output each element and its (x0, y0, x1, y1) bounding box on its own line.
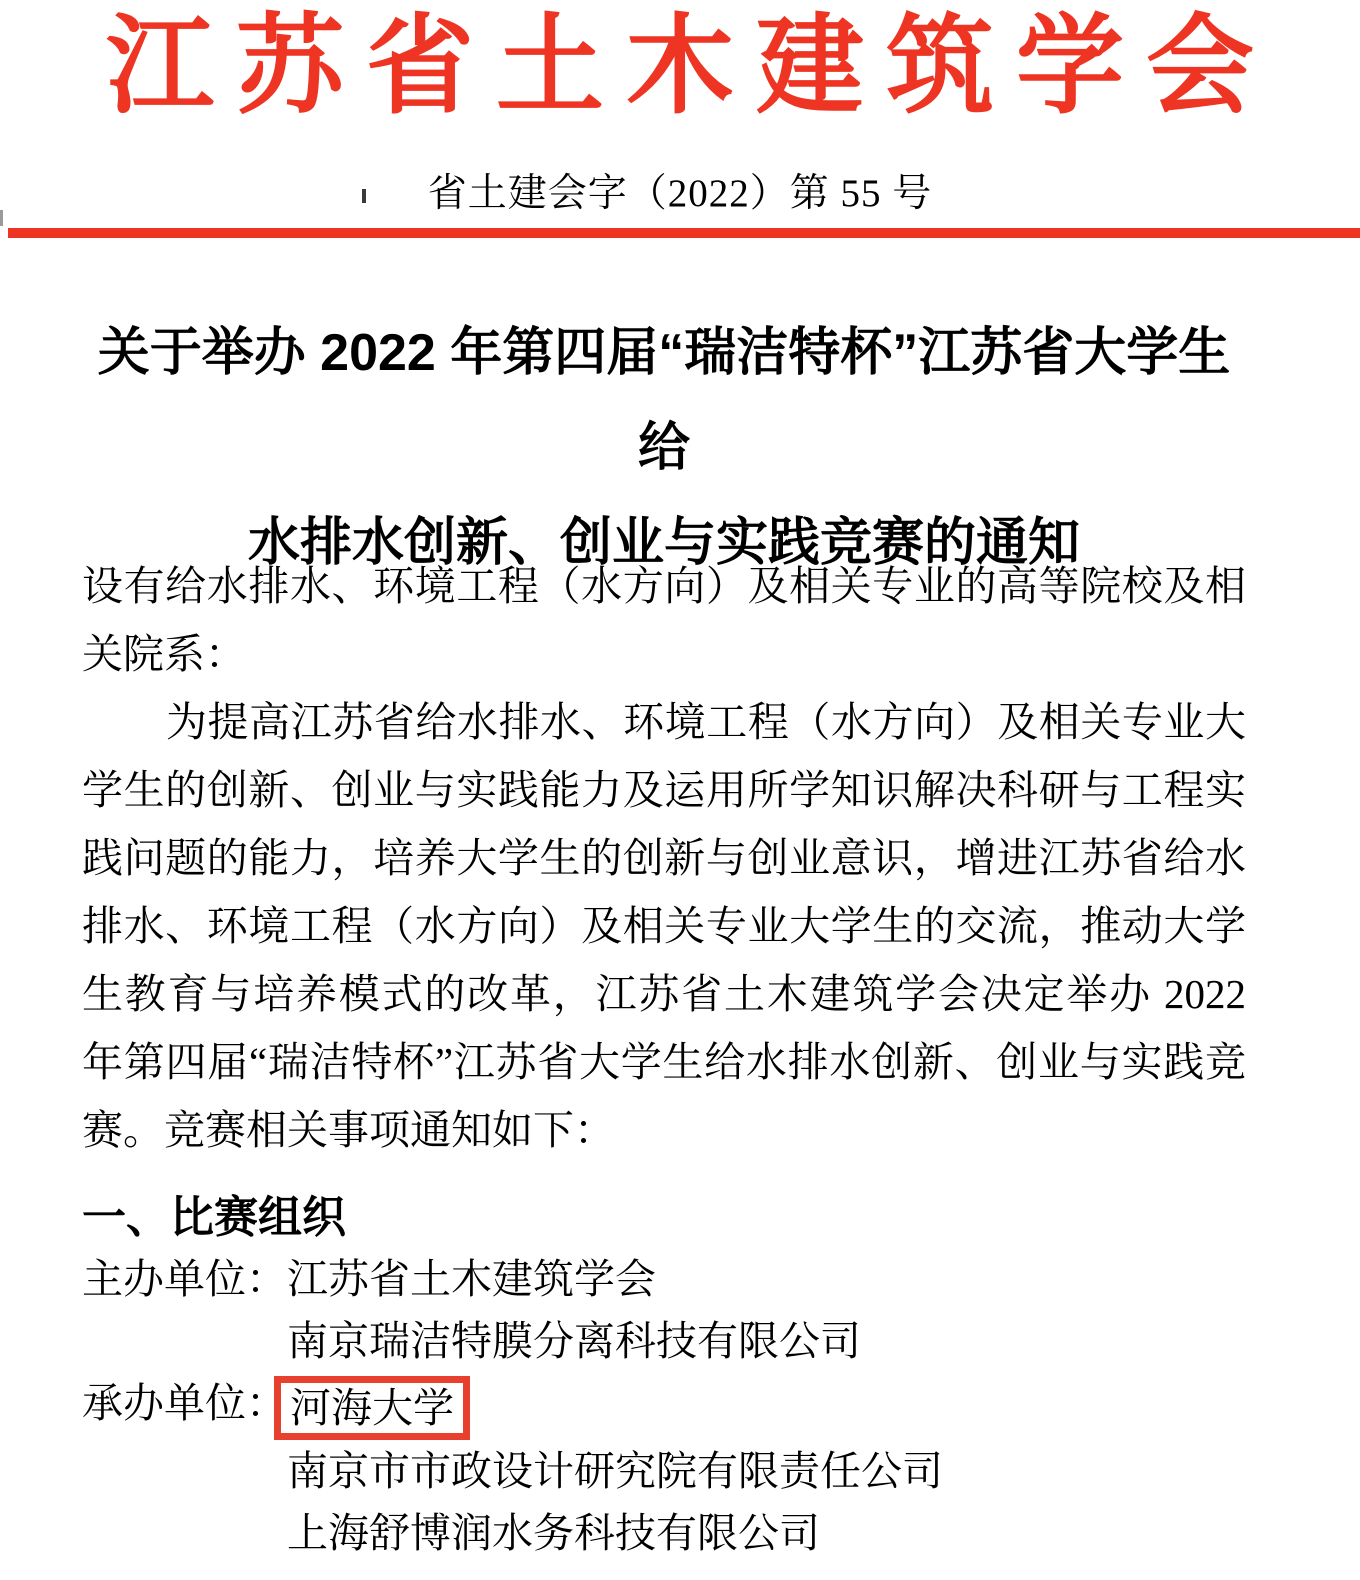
letterhead-org-name: 江苏省土木建筑学会 (105, 8, 1276, 127)
organizer-highlight-box (274, 1376, 470, 1440)
organizer-unit-3-row (82, 1502, 1246, 1564)
scan-artifact-speck (362, 189, 366, 203)
organizer-unit-2: 南京市市政设计研究院有限责任公司 (287, 1447, 943, 1494)
host-unit-1: 江苏省土木建筑学会 (287, 1256, 656, 1302)
host-unit-label: 主办单位： (82, 1256, 287, 1302)
body-line: 赛。竞赛相关事项通知如下： (82, 1107, 615, 1153)
body-line: 践问题的能力，培养大学生的创新与创业意识，增进江苏省给水 (82, 835, 1246, 881)
organizer-unit-row (82, 1372, 1246, 1440)
body-line: 学生的创新、创业与实践能力及运用所学知识解决科研与工程实 (82, 767, 1246, 813)
body-line: 生教育与培养模式的改革，江苏省土木建筑学会决定举办 2022 (82, 971, 1246, 1017)
host-unit-2: 南京瑞洁特膜分离科技有限公司 (287, 1318, 861, 1364)
section-heading-competition-organization: 一、比赛组织 (82, 1193, 346, 1242)
organizer-unit-1: 河海大学 (290, 1384, 454, 1431)
letterhead-divider-rule (8, 228, 1360, 238)
body-line: 关院系： (82, 631, 246, 677)
body-line: 年第四届“瑞洁特杯”江苏省大学生给水排水创新、创业与实践竞 (82, 1039, 1246, 1085)
host-unit-row (82, 1248, 1246, 1310)
body-line: 为提高江苏省给水排水、环境工程（水方向）及相关专业大 (166, 699, 1246, 745)
body-lines (82, 552, 1246, 1164)
scan-artifact-left-edge (0, 210, 3, 226)
body-line: 排水、环境工程（水方向）及相关专业大学生的交流，推动大学 (82, 903, 1246, 949)
organizer-unit-3: 上海舒博润水务科技有限公司 (287, 1509, 820, 1556)
document-number: 省土建会字（2022）第 55 号 (427, 172, 933, 215)
organizer-unit-label: 承办单位： (82, 1380, 287, 1426)
notice-title-line-2: 水排水创新、创业与实践竞赛的通知 (247, 514, 1080, 572)
notice-title (82, 306, 1246, 591)
notice-title-line-1: 关于举办 2022 年第四届“瑞洁特杯”江苏省大学生给 (97, 324, 1231, 477)
host-unit-2-row (82, 1310, 1246, 1372)
organizers-section (82, 1248, 1246, 1564)
body-line: 设有给水排水、环境工程（水方向）及相关专业的高等院校及相 (82, 563, 1246, 609)
organizer-unit-2-row (82, 1440, 1246, 1502)
